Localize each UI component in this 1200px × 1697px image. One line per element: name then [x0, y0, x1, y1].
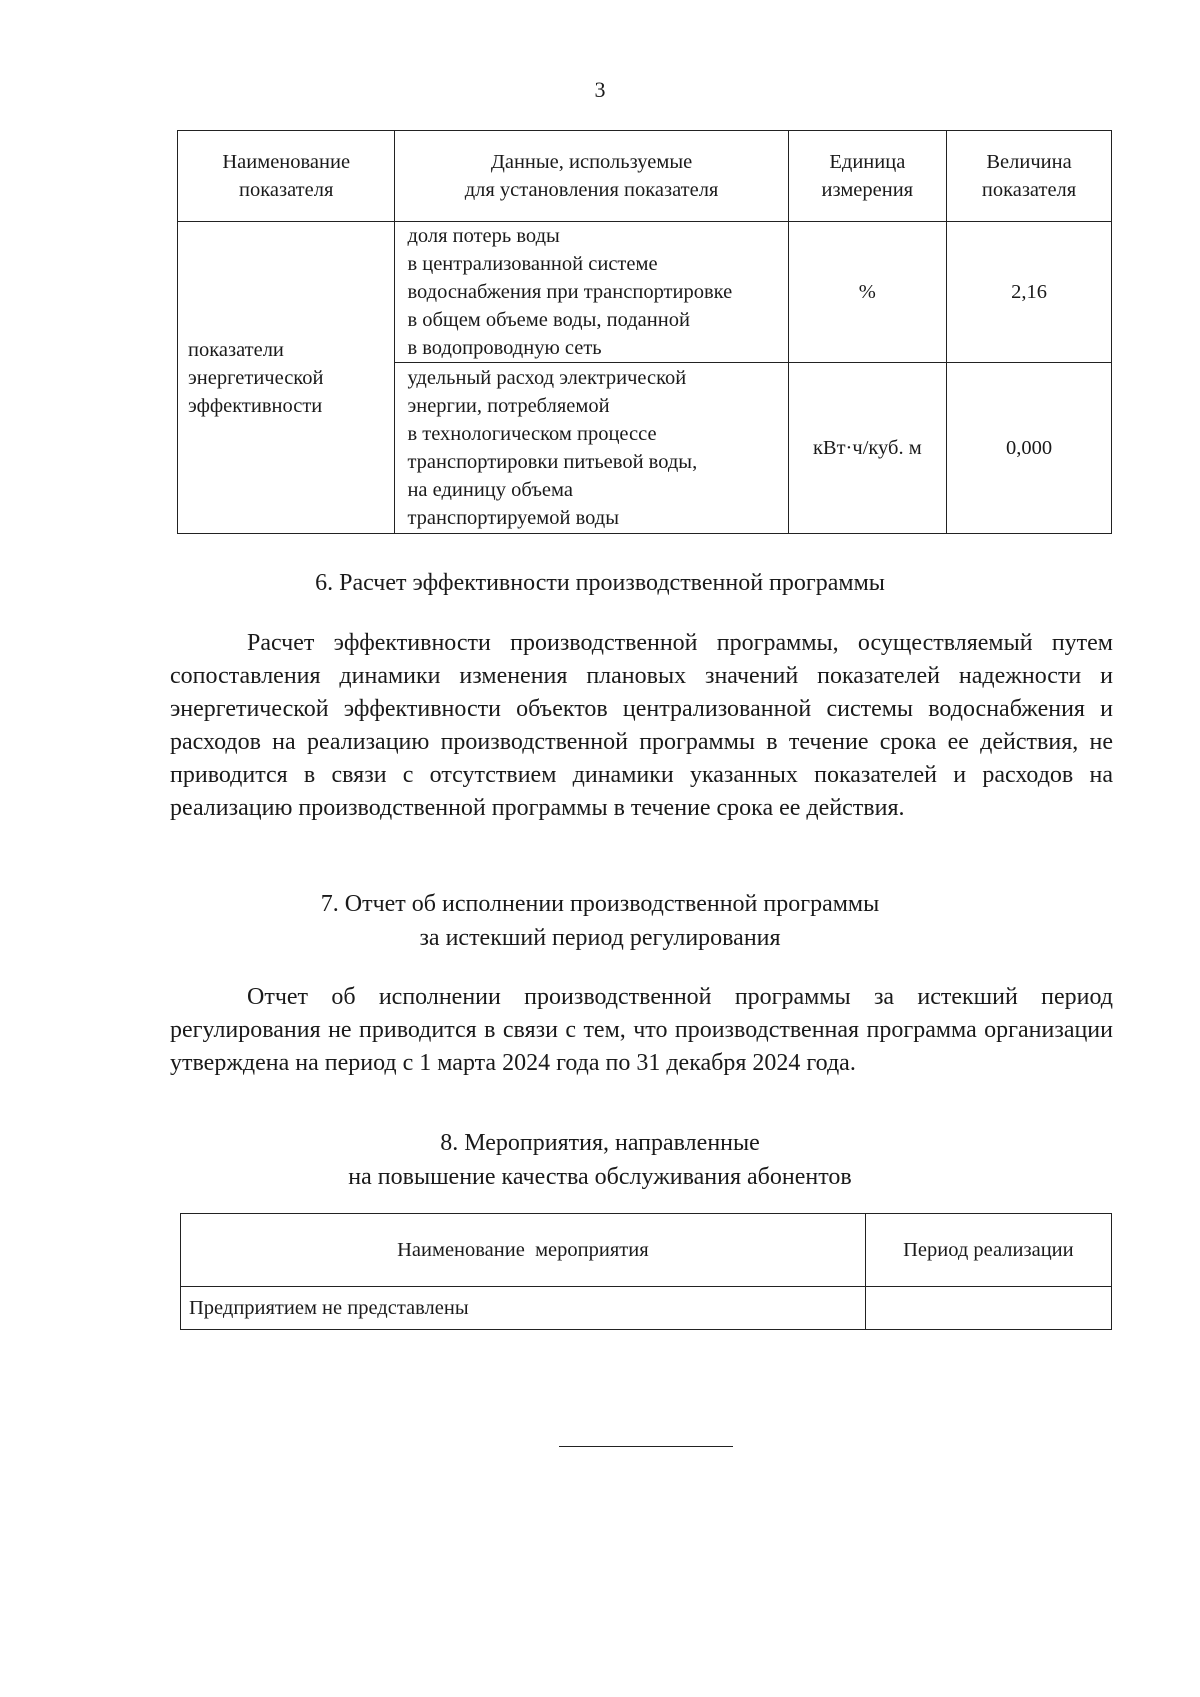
section-8-heading: 8. Мероприятия, направленные на повышение качества обслуживания абонентов: [348, 1130, 852, 1190]
unit-cell: кВт·ч/куб. м: [788, 363, 946, 534]
header-measure-name: Наименование мероприятия: [181, 1214, 866, 1287]
table-row: [181, 1287, 1112, 1330]
header-source-data: Данные, используемые для установления показателя: [395, 131, 788, 222]
section-6-heading: 6. Расчет эффективности производственной программы: [315, 570, 885, 596]
description-cell: доля потерь воды в централизованной системе водоснабжения при транспортировке в общем объеме воды, поданной в водопроводную сеть: [395, 222, 788, 363]
measures-table: [180, 1213, 1112, 1330]
value-cell: 0,000: [947, 363, 1112, 534]
unit-cell: %: [788, 222, 946, 363]
table-row: [178, 222, 1112, 363]
table-header-row: [181, 1214, 1112, 1287]
measure-name-cell: Предприятием не представлены: [181, 1287, 866, 1330]
section-6-paragraph: Расчет эффективности производственной программы, осуществляемый путем сопоставления динамики изменения плановых значений показателей надежности и энергетической эффективности объектов централизованной системы водоснабжения и расходов на реализацию производственной программы в течение срока ее действия, не приводится в связи с отсутствием динамики указанных показателей и расходов на реализацию производственной программы в течение срока ее действия.: [170, 630, 1113, 821]
header-indicator-name: Наименование показателя: [178, 131, 395, 222]
header-unit: Единица измерения: [788, 131, 946, 222]
section-7-heading: 7. Отчет об исполнении производственной программы за истекший период регулирования: [320, 891, 880, 951]
section-7-paragraph: Отчет об исполнении производственной программы за истекший период регулирования не приводится в связи с тем, что производственная программа организации утверждена на период с 1 марта 2024 года по 31 декабря 2024 года.: [170, 984, 1113, 1076]
end-divider: [559, 1446, 733, 1447]
header-value: Величина показателя: [947, 131, 1112, 222]
page-number: 3: [594, 77, 606, 102]
description-cell: удельный расход электрической энергии, потребляемой в технологическом процессе транспортировки питьевой воды, на единицу объема транспортируемой воды: [395, 363, 788, 534]
indicator-group-cell: показатели энергетической эффективности: [178, 222, 395, 534]
value-cell: 2,16: [947, 222, 1112, 363]
header-period: Период реализации: [865, 1214, 1111, 1287]
table-header-row: [178, 131, 1112, 222]
indicators-table: [177, 130, 1112, 534]
period-cell: [865, 1287, 1111, 1330]
